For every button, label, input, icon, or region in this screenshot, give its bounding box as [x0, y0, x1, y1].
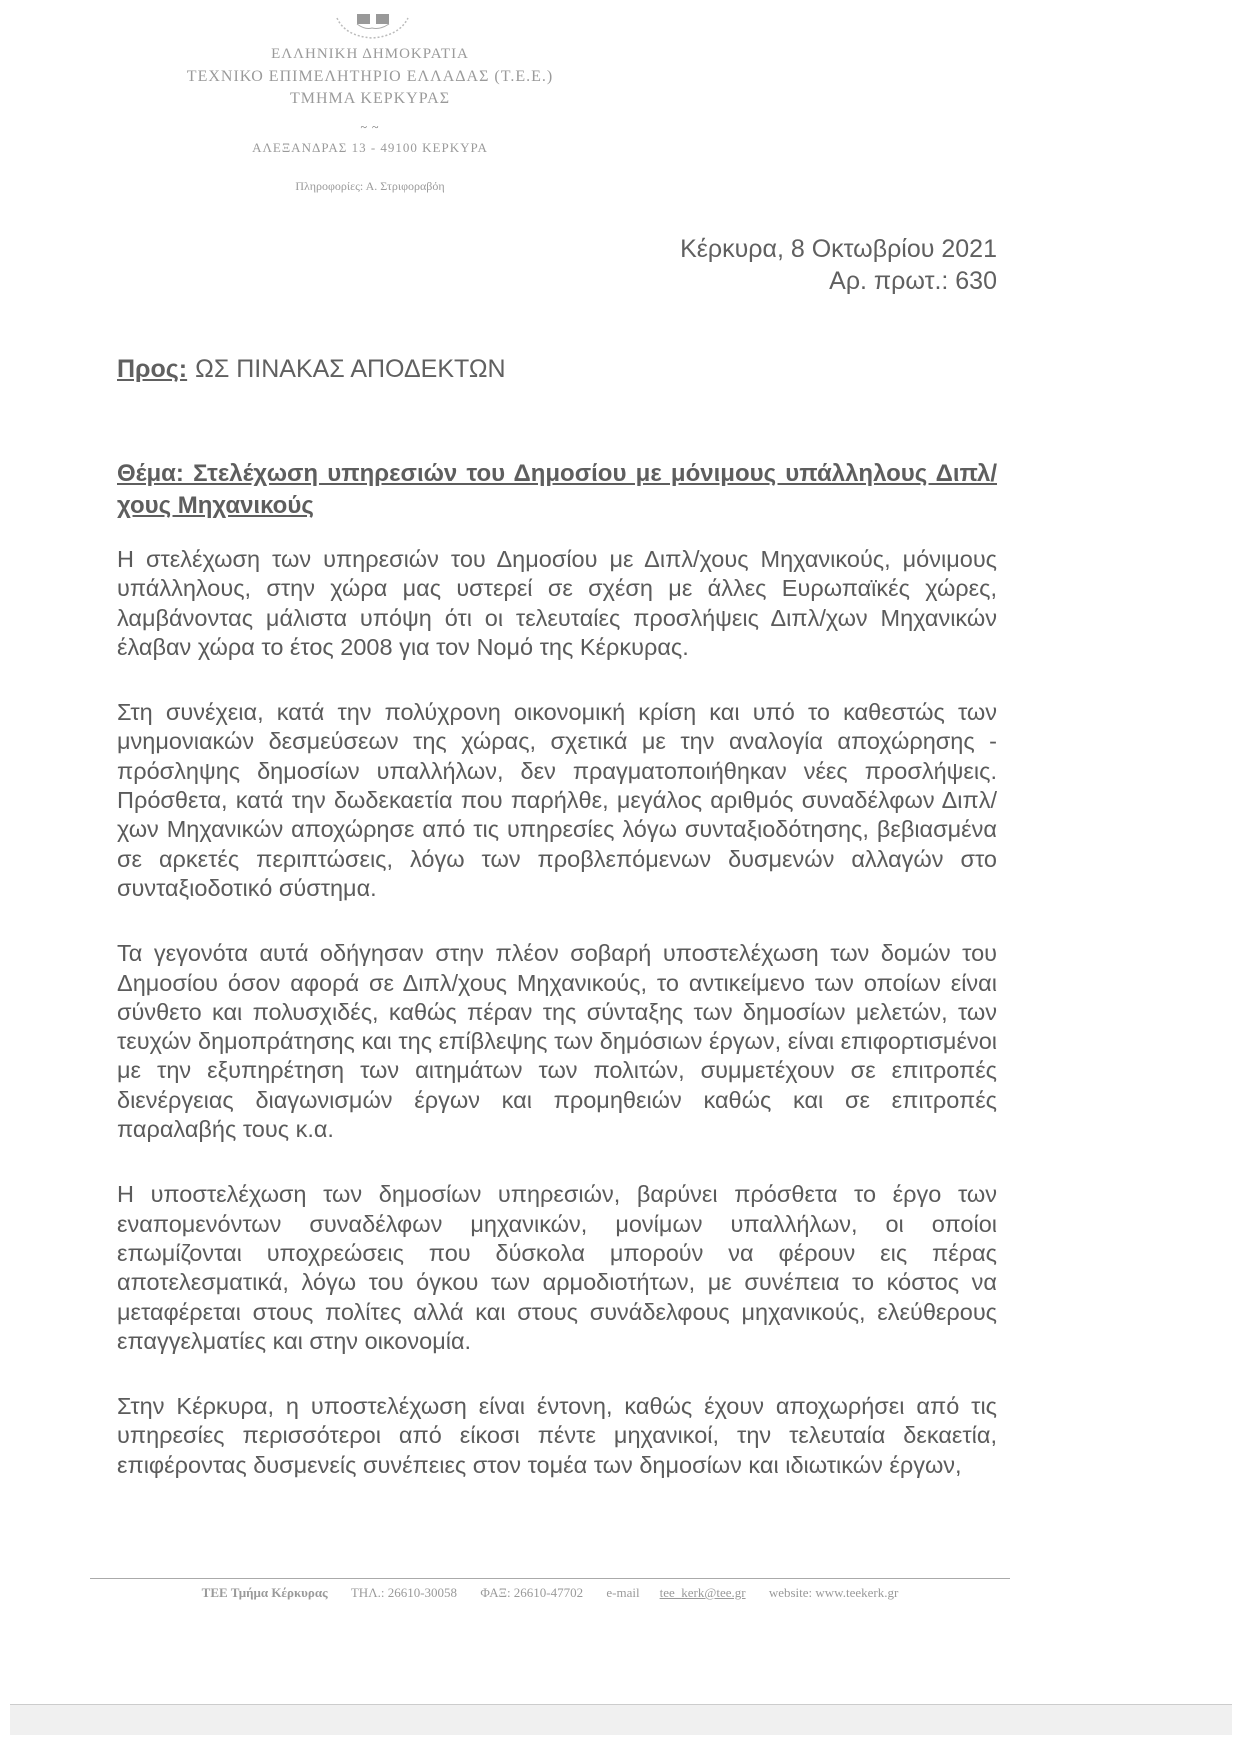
footer-org: ΤΕΕ Τμήμα Κέρκυρας — [201, 1585, 328, 1600]
letter-body — [117, 545, 997, 1516]
scan-artifact-bar — [10, 1704, 1232, 1735]
letterhead-info: Πληροφορίες: Α. Στριφοραβόη — [295, 179, 445, 193]
letterhead-country: ΕΛΛΗΝΙΚΗ ΔΗΜΟΚΡΑΤΙΑ — [271, 46, 469, 62]
footer-email-link[interactable]: tee_kerk@tee.gr — [659, 1585, 746, 1600]
footer-fax: ΦΑΞ: 26610-47702 — [480, 1585, 584, 1600]
letterhead-organization: ΤΕΧΝΙΚΟ ΕΠΙΜΕΛΗΤΗΡΙΟ ΕΛΛΑΔΑΣ (Τ.Ε.Ε.) — [186, 68, 554, 85]
paragraph: Η υποστελέχωση των δημοσίων υπηρεσιών, βαρύνει πρόσθετα το έργο των εναπομενόντων συναδέλφων μηχανικών, μονίμων υπαλλήλων, οι οποίοι επωμίζονται υποχρεώσεις που δύσκολα μπορούν να φέρουν εις πέρας αποτελεσματικά, λόγω του όγκου των αρμοδιοτήτων, με συνέπεια το κόστος να μεταφέρεται στους πολίτες αλλά και στους συνάδελφους μηχανικούς, ελεύθερους επαγγελματίες και στην οικονομία. — [117, 1181, 997, 1354]
footer-website[interactable]: website: www.teekerk.gr — [768, 1585, 899, 1600]
coat-of-arms-icon — [335, 10, 410, 42]
paragraph: Η στελέχωση των υπηρεσιών του Δημοσίου με Διπλ/χους Μηχανικούς, μόνιμους υπάλληλους, στην χώρα μας υστερεί σε σχέση με άλλες Ευρωπαϊκές χώρες, λαμβάνοντας μάλιστα υπόψη ότι οι τελευταίες προσλήψεις Διπλ/χων Μηχανικών έλαβαν χώρα το έτος 2008 για τον Νομό της Κέρκυρας. — [117, 546, 997, 660]
ornament-icon: ~ ~ — [360, 120, 380, 134]
page-footer — [90, 1578, 1010, 1601]
recipient — [117, 355, 506, 384]
recipient-label: Προς: — [117, 355, 188, 383]
letterhead-address: ΑΛΕΞΑΝΔΡΑΣ 13 - 49100 ΚΕΡΚΥΡΑ — [252, 140, 488, 155]
footer-phone: ΤΗΛ.: 26610-30058 — [350, 1585, 458, 1600]
protocol-number: Αρ. πρωτ.: 630 — [829, 267, 997, 295]
paragraph: Τα γεγονότα αυτά οδήγησαν στην πλέον σοβαρή υποστελέχωση των δομών του Δημοσίου όσον αφορά σε Διπλ/χους Μηχανικούς, το αντικείμενο των οποίων είναι σύνθετο και πολυσχιδές, καθώς πέραν της σύνταξης των δημοσίων μελετών, των τευχών δημοπράτησης και της επίβλεψης των δημόσιων έργων, είναι επιφορτισμένοι με την εξυπηρέτηση των αιτημάτων των πολιτών, συμμετέχουν σε επιτροπές διενέργειας διαγωνισμών έργων και προμηθειών καθώς και σε επιτροπές παραλαβής τους κ.α. — [117, 940, 997, 1143]
paragraph: Στη συνέχεια, κατά την πολύχρονη οικονομική κρίση και υπό το καθεστώς των μνημονιακών δεσμεύσεων της χώρας, σχετικά με την αναλογία αποχώρησης - πρόσληψης δημοσίων υπαλλήλων, δεν πραγματοποιήθηκαν νέες προσλήψεις. Πρόσθετα, κατά την δωδεκαετία που παρήλθε, μεγάλος αριθμός συναδέλφων Διπλ/χων Μηχανικών αποχώρησε από τις υπηρεσίες λόγω συνταξιοδότησης, βεβιασμένα σε αρκετές περιπτώσεις, λόγω των προβλεπόμενων δυσμενών αλλαγών στο συνταξιοδοτικό σύστημα. — [117, 699, 997, 901]
date-block — [680, 233, 997, 297]
subject-line: Θέμα: Στελέχωση υπηρεσιών του Δημοσίου με μόνιμους υπάλληλους Διπλ/χους Μηχανικούς — [117, 460, 997, 519]
footer-email-label: e-mail — [606, 1585, 640, 1600]
place-date: Κέρκυρα, 8 Οκτωβρίου 2021 — [680, 235, 997, 263]
recipient-value: ΩΣ ΠΙΝΑΚΑΣ ΑΠΟΔΕΚΤΩΝ — [195, 355, 506, 383]
paragraph: Στην Κέρκυρα, η υποστελέχωση είναι έντονη, καθώς έχουν αποχωρήσει από τις υπηρεσίες περισσότεροι από είκοσι πέντε μηχανικοί, την τελευταία δεκαετία, επιφέροντας δυσμενείς συνέπειες στον τομέα των δημοσίων και ιδιωτικών έργων, — [117, 1393, 997, 1478]
letterhead-branch: ΤΜΗΜΑ ΚΕΡΚΥΡΑΣ — [289, 90, 451, 107]
